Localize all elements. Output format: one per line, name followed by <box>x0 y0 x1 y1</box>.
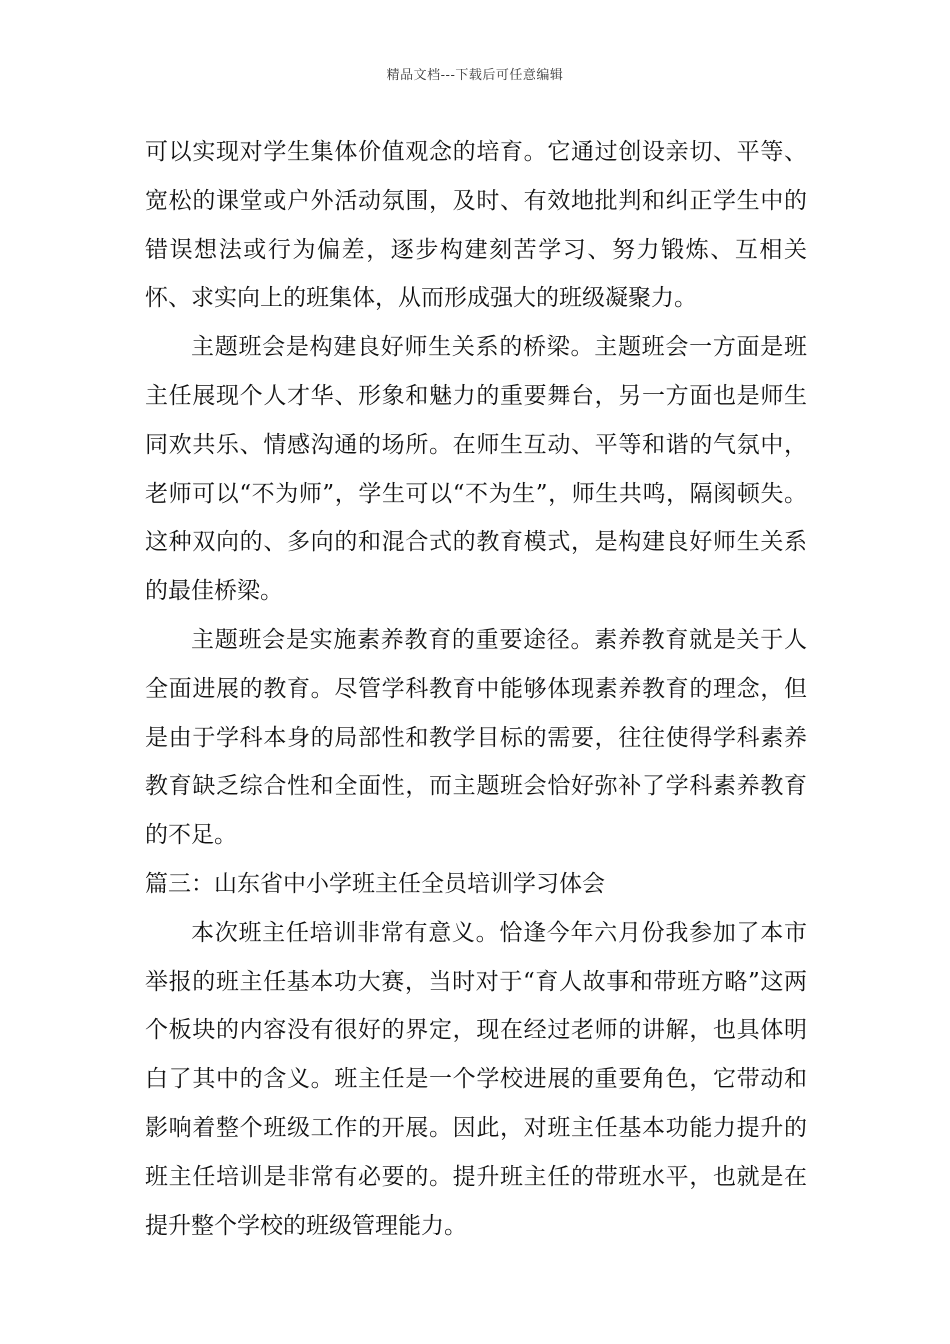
page-header: 精品文档---下载后可任意编辑 <box>386 68 564 83</box>
paragraph-training-reflection: 本次班主任培训非常有意义。恰逢今年六月份我参加了本市举报的班主任基本功大赛，当时对于“育人故事和带班方略”这两个板块的内容没有很好的界定，现在经过老师的讲解，也具体明白了其中的含义。班主任是一个学校进展的重要角色，它带动和影响着整个班级工作的开展。因此，对班主任基本功能力提升的班主任培训是非常有必要的。提升班主任的带班水平，也就是在提升整个学校的班级管理能力。 <box>145 919 807 1239</box>
document-body <box>145 128 807 1250</box>
section-heading: 篇三：山东省中小学班主任全员培训学习体会 <box>145 870 605 897</box>
paragraph-continuation: 可以实现对学生集体价值观念的培育。它通过创设亲切、平等、宽松的课堂或户外活动氛围，及时、有效地批判和纠正学生中的错误想法或行为偏差，逐步构建刻苦学习、努力锻炼、互相关怀、求实向上的班集体，从而形成强大的班级凝聚力。 <box>145 139 807 312</box>
paragraph-quality-education: 主题班会是实施素养教育的重要途径。素养教育就是关于人全面进展的教育。尽管学科教育中能够体现素养教育的理念，但是由于学科本身的局部性和教学目标的需要，往往使得学科素养教育缺乏综合性和全面性，而主题班会恰好弥补了学科素养教育的不足。 <box>145 626 807 849</box>
paragraph-teacher-student-relations: 主题班会是构建良好师生关系的桥梁。主题班会一方面是班主任展现个人才华、形象和魅力的重要舞台，另一方面也是师生同欢共乐、情感沟通的场所。在师生互动、平等和谐的气氛中，老师可以“不为师”，学生可以“不为生”，师生共鸣，隔阂顿失。这种双向的、多向的和混合式的教育模式，是构建良好师生关系的最佳桥梁。 <box>145 334 807 605</box>
